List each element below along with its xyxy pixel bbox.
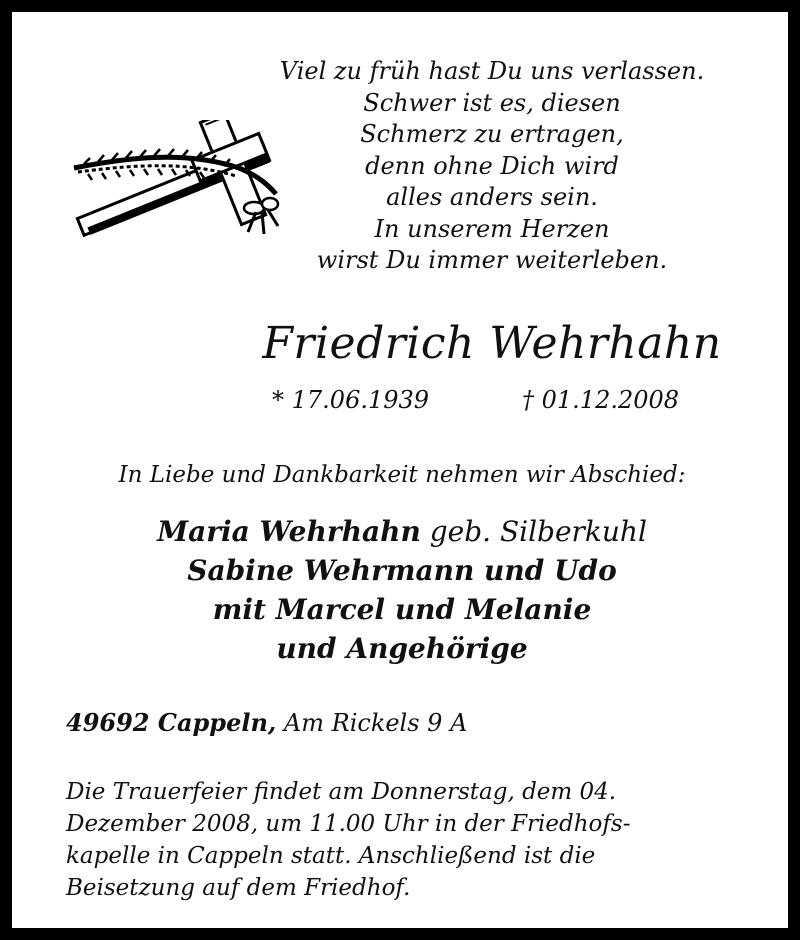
address-street: Am Rickels 9 A xyxy=(283,709,468,737)
poem-line: denn ohne Dich wird xyxy=(365,151,619,180)
poem-line: Schmerz zu ertragen, xyxy=(360,120,624,148)
family-relatives: und Angehörige xyxy=(276,632,528,665)
obituary-notice xyxy=(12,12,788,928)
address-city: 49692 Cappeln, xyxy=(66,708,277,737)
service-line: kapelle in Cappeln statt. Anschließend ist die xyxy=(66,843,596,869)
death-date: † 01.12.2008 xyxy=(522,386,680,414)
poem xyxy=(222,56,762,277)
poem-line: wirst Du immer weiterleben. xyxy=(316,246,668,274)
service-line: Die Trauerfeier findet am Donnerstag, dem 04. xyxy=(66,779,617,805)
poem-line: Viel zu früh hast Du uns verlassen. xyxy=(279,57,705,85)
deceased-name: Friedrich Wehrhahn xyxy=(262,318,722,369)
family-signature xyxy=(72,512,732,668)
service-line: Beisetzung auf dem Friedhof. xyxy=(66,875,411,901)
maiden-name: geb. Silberkuhl xyxy=(429,515,647,548)
family-line xyxy=(72,512,732,551)
family-name-maria: Maria Wehrhahn xyxy=(157,515,421,548)
funeral-service-info xyxy=(66,776,766,904)
birth-date: * 17.06.1939 xyxy=(272,386,430,414)
family-name-children: mit Marcel und Melanie xyxy=(212,593,592,626)
farewell-line: In Liebe und Dankbarkeit nehmen wir Abschied: xyxy=(118,462,686,488)
family-line xyxy=(72,629,732,668)
family-line xyxy=(72,590,732,629)
poem-line: In unserem Herzen xyxy=(374,214,610,243)
poem-line: alles anders sein. xyxy=(386,183,598,211)
family-line xyxy=(72,551,732,590)
service-line: Dezember 2008, um 11.00 Uhr in der Friedhofs- xyxy=(66,811,631,837)
family-name-sabine: Sabine Wehrmann und Udo xyxy=(187,554,617,587)
poem-line: Schwer ist es, diesen xyxy=(363,88,621,117)
address xyxy=(66,708,467,737)
